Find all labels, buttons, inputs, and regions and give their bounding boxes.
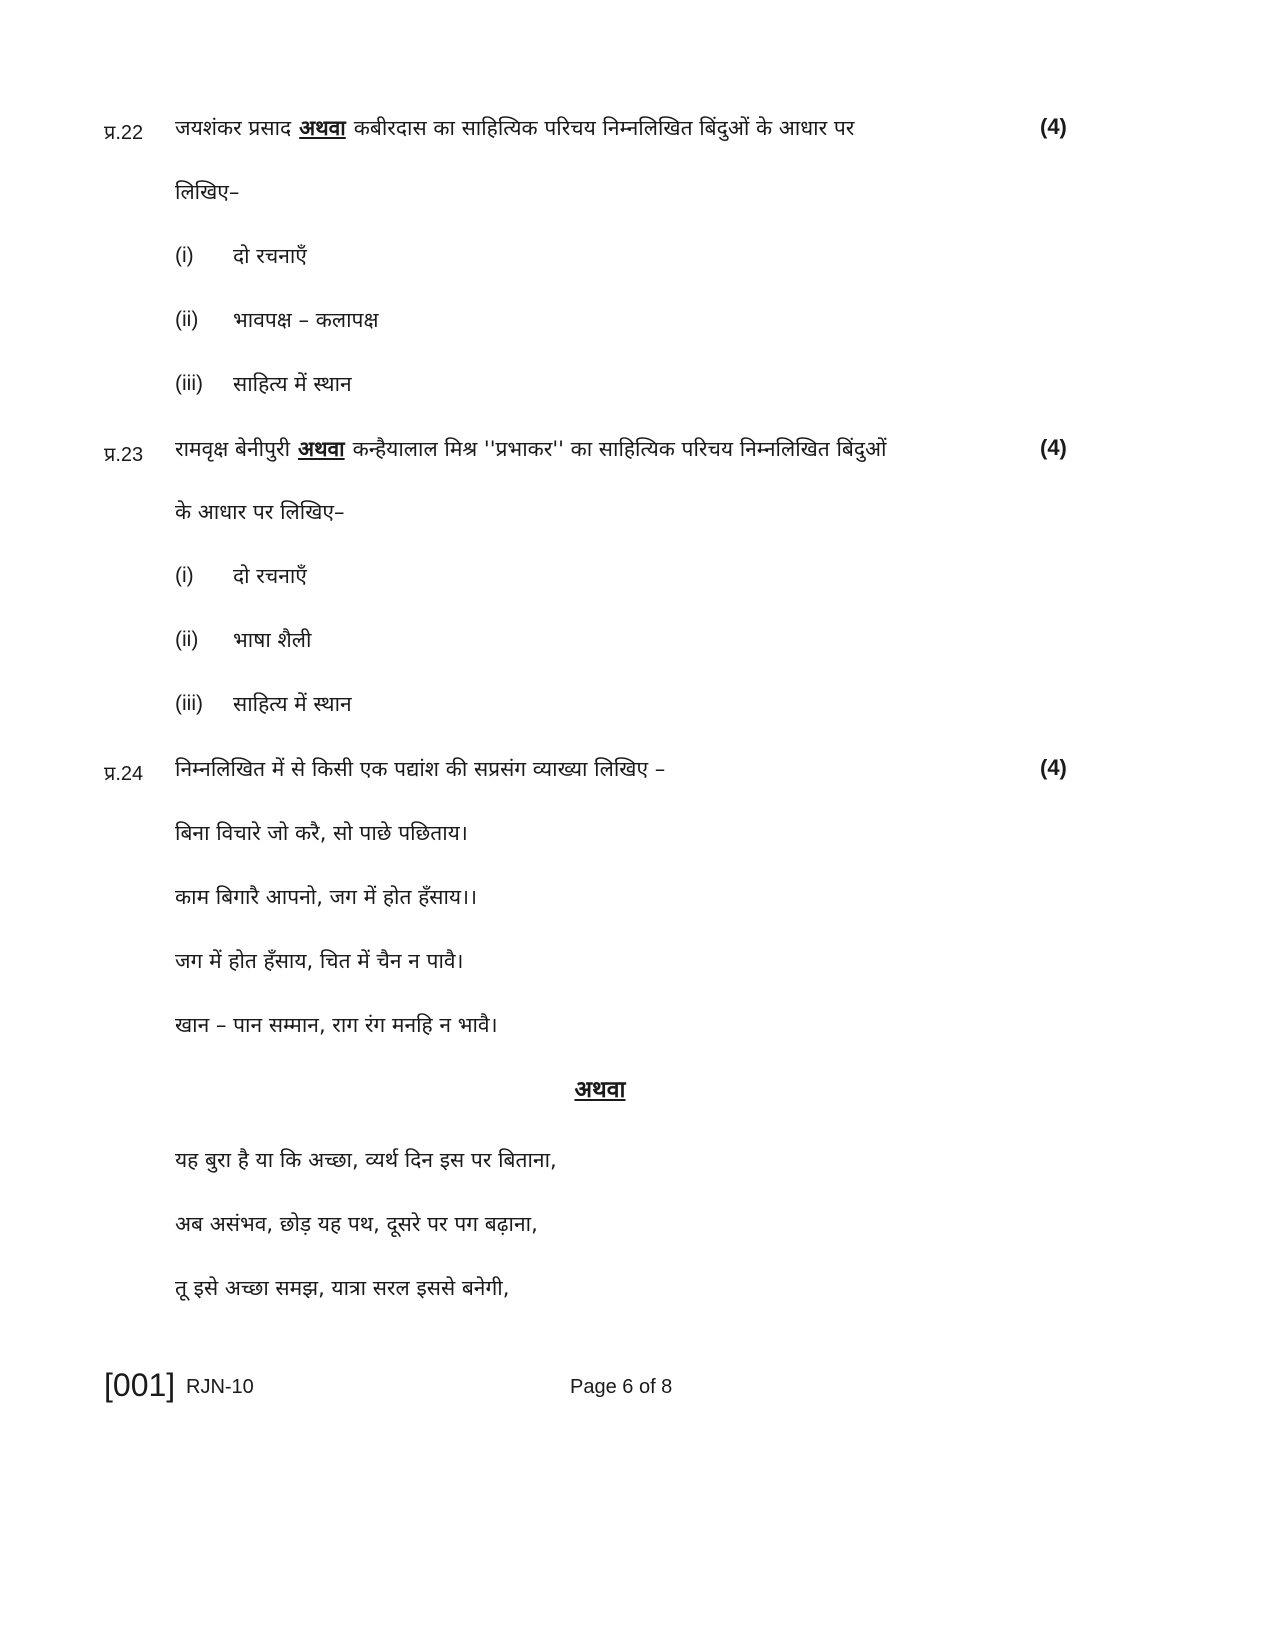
question-23-marks: (4) <box>1040 435 1067 460</box>
question-23-option-3-number: (iii) <box>175 692 203 715</box>
question-23-author-a: रामवृक्ष बेनीपुरी <box>175 437 291 461</box>
verse-1-line-4: खान – पान सम्मान, राग रंग मनहि न भावै। <box>175 1013 498 1037</box>
question-22-option-2-text: भावपक्ष – कलापक्ष <box>233 308 379 332</box>
question-22-option-2-number: (ii) <box>175 308 199 331</box>
question-number-24: प्र.24 <box>104 763 144 785</box>
question-22-option-3-number: (iii) <box>175 372 203 395</box>
question-23-option-1-number: (i) <box>175 564 194 587</box>
question-22-option-1-text: दो रचनाएँ <box>233 244 307 268</box>
question-number-23: प्र.23 <box>104 444 144 466</box>
verse-2-line-2: अब असंभव, छोड़ यह पथ, दूसरे पर पग बढ़ाना, <box>175 1212 538 1236</box>
footer-page-number: Page 6 of 8 <box>570 1376 673 1398</box>
question-23-line-2: के आधार पर लिखिए– <box>175 500 345 524</box>
question-22-author-b: कबीरदास का साहित्यिक परिचय निम्नलिखित बिंदुओं के आधार पर <box>353 116 855 140</box>
question-23-option-1-text: दो रचनाएँ <box>233 564 307 588</box>
question-23-line-1 <box>175 435 887 463</box>
question-23-author-b: कन्हैयालाल मिश्र ''प्रभाकर'' का साहित्यिक परिचय निम्नलिखित बिंदुओं <box>352 437 887 461</box>
question-22-marks: (4) <box>1040 114 1067 139</box>
or-heading: अथवा <box>574 1077 626 1103</box>
question-22-option-1-number: (i) <box>175 244 194 267</box>
question-24-line-1: निम्नलिखित में से किसी एक पद्यांश की सप्रसंग व्याख्या लिखिए – <box>175 757 666 781</box>
question-number-22: प्र.22 <box>104 122 144 144</box>
question-24-marks: (4) <box>1040 755 1067 780</box>
question-23-option-3-text: साहित्य में स्थान <box>233 692 352 716</box>
verse-2-line-3: तू इसे अच्छा समझ, यात्रा सरल इससे बनेगी, <box>175 1276 510 1300</box>
footer-code: [001] <box>104 1367 176 1403</box>
question-23-or: अथवा <box>298 437 345 461</box>
question-22-option-3-text: साहित्य में स्थान <box>233 372 352 396</box>
footer-subject-code: RJN-10 <box>186 1376 254 1398</box>
question-22-or: अथवा <box>299 116 346 140</box>
verse-1-line-3: जग में होत हँसाय, चित में चैन न पावै। <box>175 949 464 973</box>
question-22-line-2: लिखिए– <box>175 180 240 204</box>
question-22-line-1 <box>175 114 854 142</box>
verse-1-line-1: बिना विचारे जो करै, सो पाछे पछिताय। <box>175 821 468 845</box>
verse-2-line-1: यह बुरा है या कि अच्छा, व्यर्थ दिन इस पर बिताना, <box>175 1148 557 1172</box>
question-22-author-a: जयशंकर प्रसाद <box>175 116 292 140</box>
verse-1-line-2: काम बिगारै आपनो, जग में होत हँसाय।। <box>175 885 478 909</box>
question-23-option-2-text: भाषा शैली <box>233 628 312 652</box>
question-23-option-2-number: (ii) <box>175 628 199 651</box>
